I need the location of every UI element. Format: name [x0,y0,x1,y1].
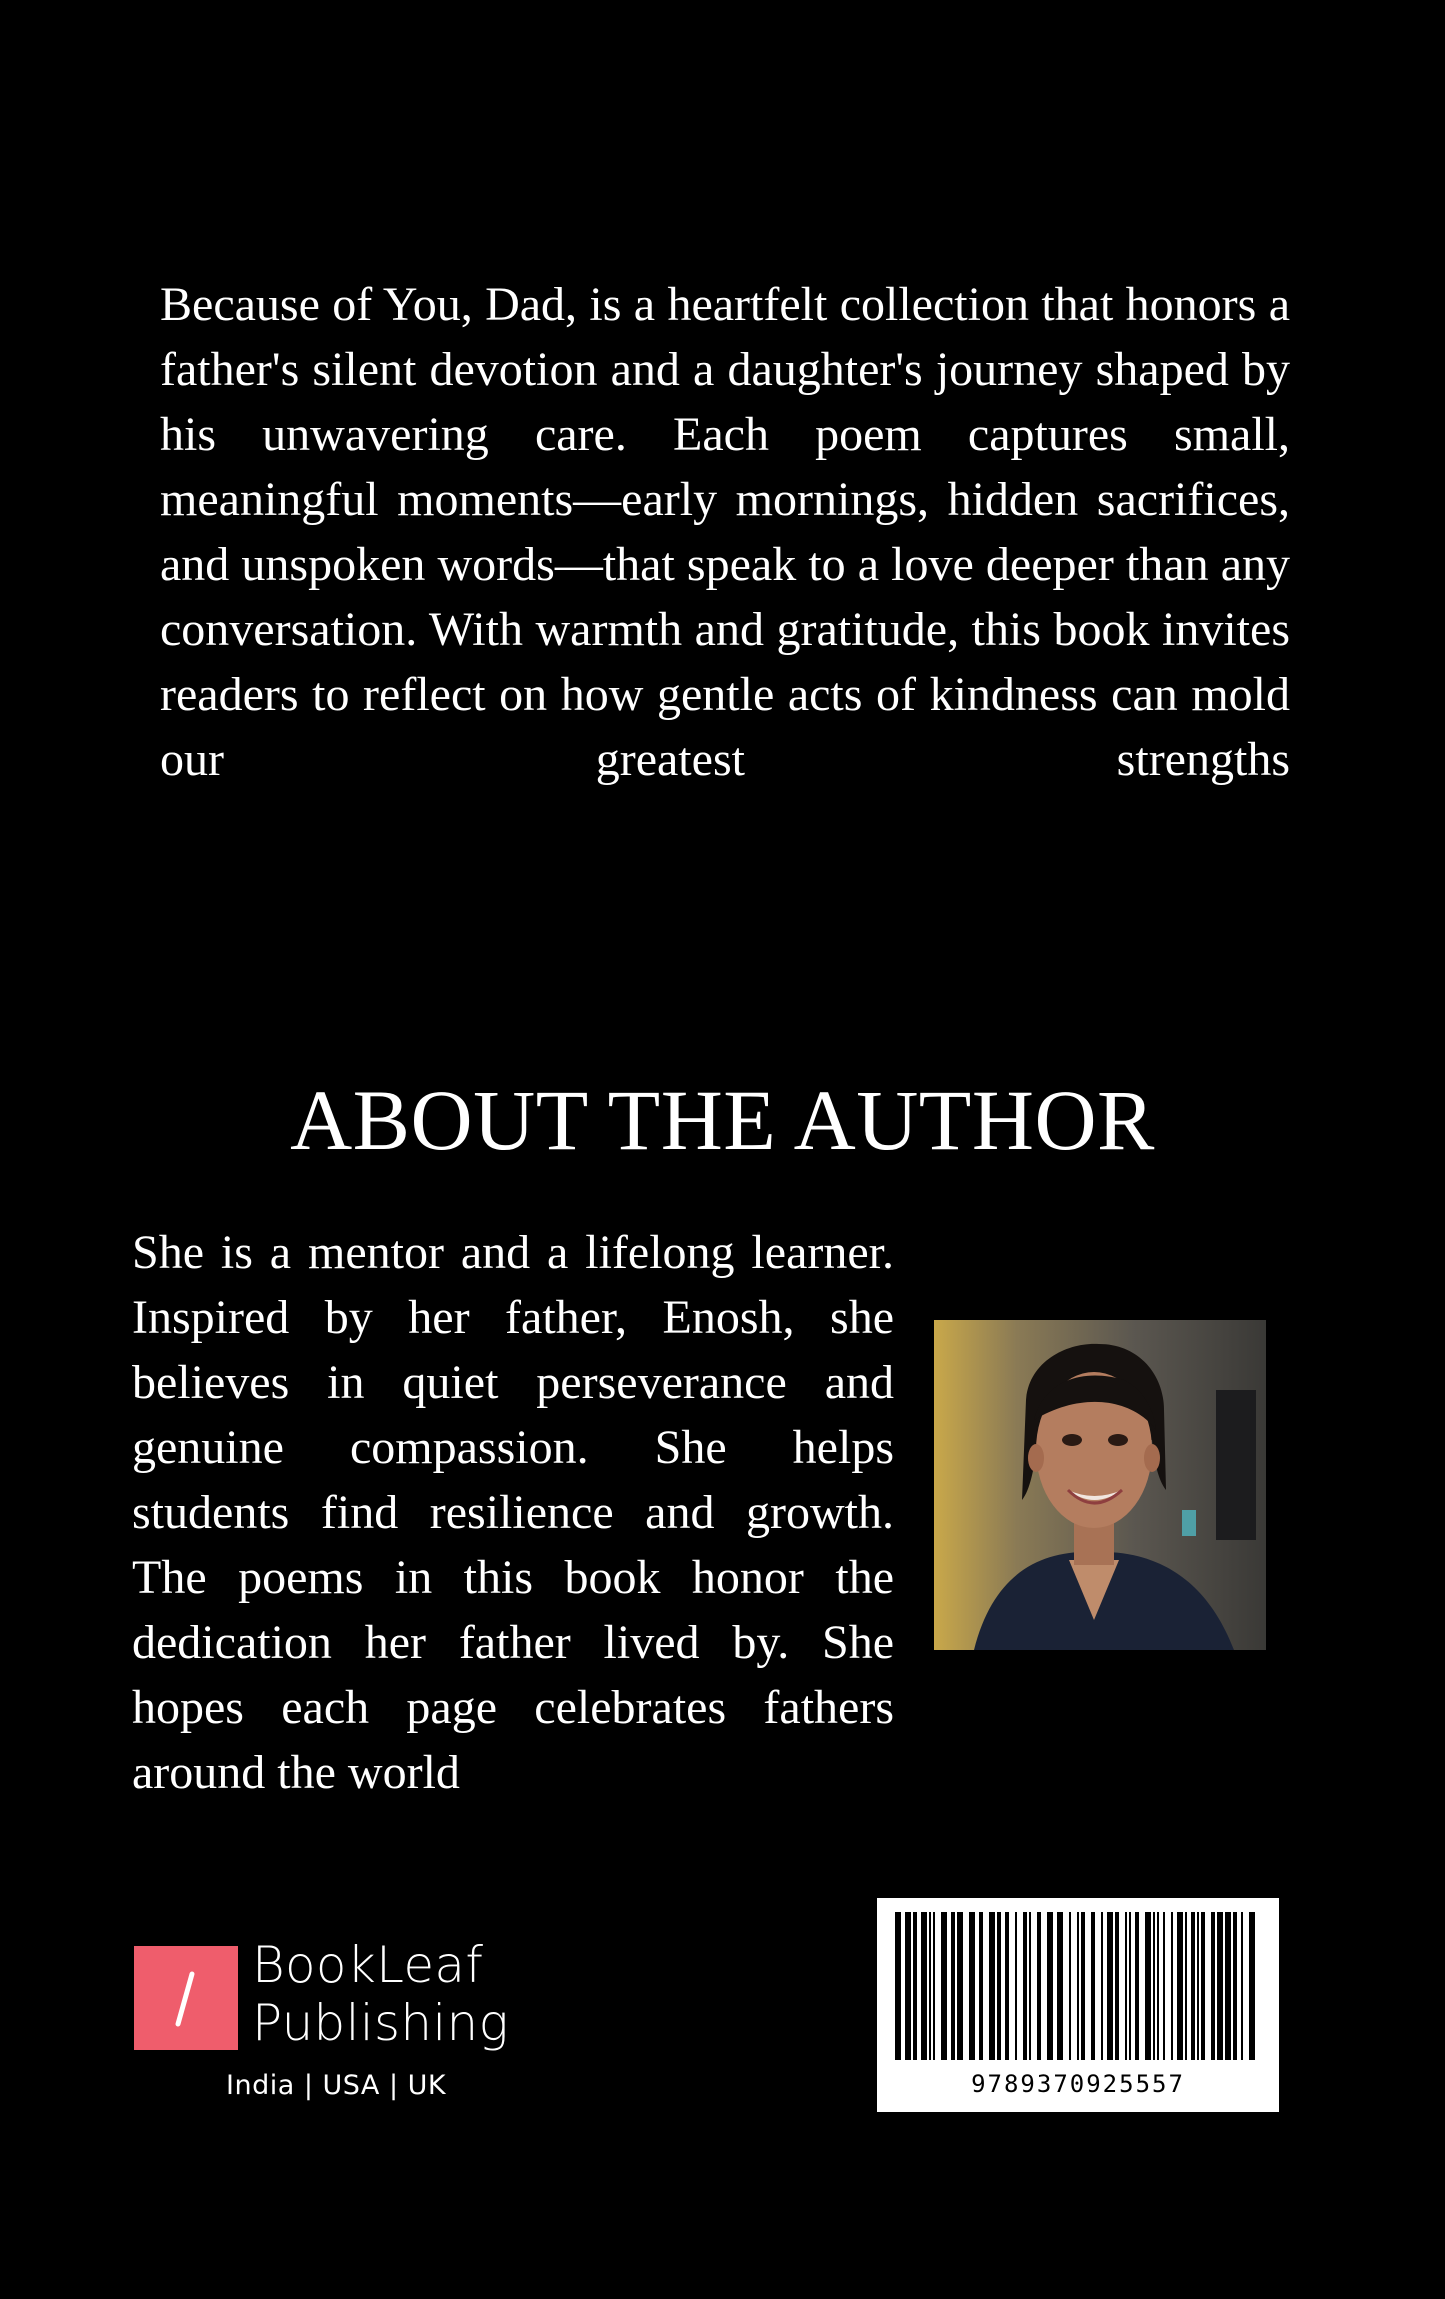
slash-logo-icon [134,1946,238,2050]
publisher-name [252,1936,509,2052]
barcode-bar [1069,1912,1071,2060]
barcode-bar [1023,1912,1027,2060]
barcode-bar [951,1912,955,2060]
barcode-bar [1201,1912,1205,2060]
publisher-name-line1: BookLeaf [252,1936,484,1994]
barcode-bar [1225,1912,1231,2060]
barcode-bar [1153,1912,1155,2060]
barcode-bar [933,1912,935,2060]
barcode-bar [1107,1912,1113,2060]
barcode-bar [1029,1912,1031,2060]
author-photo [934,1320,1266,1650]
barcode-bar [921,1912,927,2060]
barcode-bar [895,1912,901,2060]
barcode-bar [1057,1912,1063,2060]
author-bio: She is a mentor and a lifelong learner. Inspired by her father, Enosh, she believes in quiet perseverance and genuine compassion. She helps students find resilience and growth. The poems in this book honor the dedication her father lived by. She hopes each page celebrates fathers around the world [132,1226,894,1799]
barcode-bar [979,1912,983,2060]
barcode-bar [1091,1912,1095,2060]
barcode-bar [1115,1912,1119,2060]
isbn-barcode [877,1898,1279,2112]
publisher-name-line2: Publishing [252,1994,509,2052]
barcode-bar [1241,1912,1243,2060]
barcode-bar [1185,1912,1187,2060]
barcode-bar [957,1912,963,2060]
barcode-bar [1081,1912,1085,2060]
barcode-bar [1171,1912,1173,2060]
barcode-bar [1233,1912,1237,2060]
publisher-regions: India | USA | UK [226,2070,447,2101]
barcode-bar [1217,1912,1223,2060]
barcode-bar [1163,1912,1165,2060]
barcode-bar [1077,1912,1079,2060]
barcode-bar [1015,1912,1017,2060]
barcode-bar [1197,1912,1199,2060]
barcode-bar [905,1912,911,2060]
barcode-bar [1191,1912,1195,2060]
isbn-number: 9789370925557 [971,2070,1185,2098]
about-author-heading: ABOUT THE AUTHOR [290,1072,1155,1168]
barcode-bar [1037,1912,1041,2060]
barcode-bar [941,1912,947,2060]
barcode-bar [929,1912,931,2060]
barcode-bar [1249,1912,1255,2060]
barcode-bar [1005,1912,1009,2060]
barcode-bar [1101,1912,1103,2060]
barcode-bar [989,1912,995,2060]
barcode-bar [1211,1912,1215,2060]
barcode-bar [1047,1912,1053,2060]
book-description: Because of You, Dad, is a heartfelt collection that honors a father's silent devotion and a daughter's journey shaped by his unwavering care. Each poem captures small, meaningful moments—early mornings, hidden sacrifices, and unspoken words—that speak to a love deeper than any conversation. With warmth and gratitude, this book invites readers to reflect on how gentle acts of kindness can mold our greatest strengths [160,278,1290,786]
barcode-bar [997,1912,1001,2060]
barcode-bar [913,1912,917,2060]
barcode-bar [1157,1912,1159,2060]
publisher-logo [134,1936,534,2120]
barcode-bar [1135,1912,1139,2060]
barcode-bar [1125,1912,1127,2060]
barcode-bar [1177,1912,1183,2060]
barcode-bar [1145,1912,1151,2060]
barcode-bar [1129,1912,1131,2060]
barcode-bar [969,1912,975,2060]
